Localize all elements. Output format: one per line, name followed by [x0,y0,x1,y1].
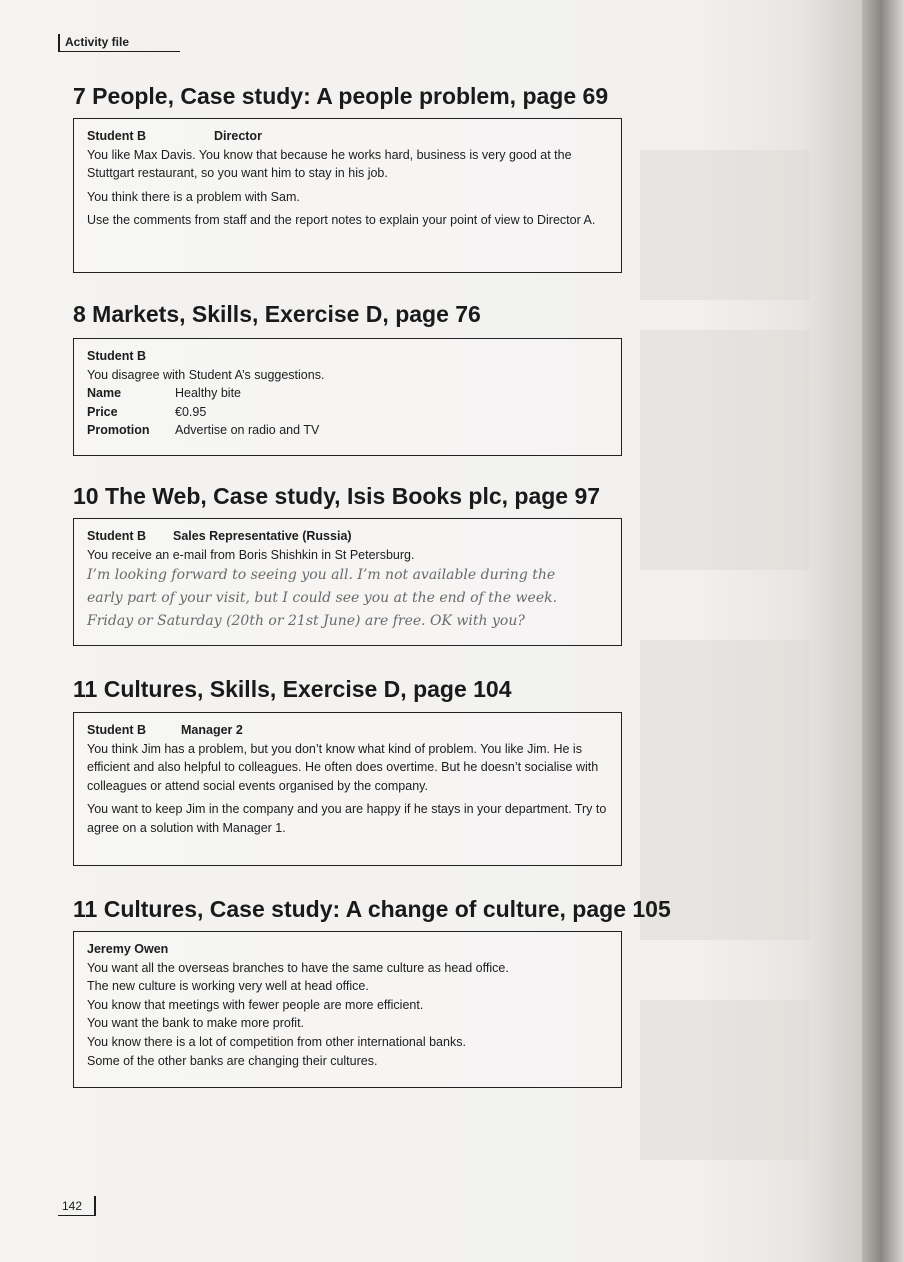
paragraph: Use the comments from staff and the report notes to explain your point of view to Director A. [87,213,596,228]
role-label: Director [214,129,262,143]
detail-value: €0.95 [175,404,207,419]
section-10-box [73,518,622,646]
section-7-box [73,118,622,273]
paragraph: You think there is a problem with Sam. [87,189,300,204]
detail-key: Promotion [87,423,150,438]
paragraph: You want to keep Jim in the company and you are happy if he stays in your department. Try to agree on a solution with Manager 1. [87,802,607,835]
student-label: Student B [87,529,147,543]
section-11-case-box [73,931,622,1088]
email-line: Friday or Saturday (20th or 21st June) are free. OK with you? [87,613,525,630]
statement: You want all the overseas branches to have the same culture as head office. [87,960,509,975]
email-line: early part of your visit, but I could see you at the end of the week. [87,590,558,607]
detail-key: Name [87,386,122,401]
role-label: Sales Representative (Russia) [173,529,352,543]
student-label: Student B [87,129,147,143]
detail-value: Healthy bite [175,386,242,401]
section-8-heading: 8 Markets, Skills, Exercise D, page 76 [73,301,481,327]
statement: You know there is a lot of competition from other international banks. [87,1034,466,1049]
detail-key: Price [87,404,118,419]
detail-value: Advertise on radio and TV [175,423,320,438]
statement: You know that meetings with fewer people are more efficient. [87,997,424,1012]
page-number: 142 [58,1196,96,1216]
section-11-skills-heading: 11 Cultures, Skills, Exercise D, page 104 [73,676,512,702]
section-11-case-heading: 11 Cultures, Case study: A change of culture, page 105 [73,896,671,922]
section-11-skills-box [73,712,622,866]
paragraph: You think Jim has a problem, but you don’t know what kind of problem. You like Jim. He is efficient and also helpful to colleagues. He often does overtime. But he doesn’t socialise with colleagues or attend social events organised by the company. [87,741,599,793]
statement: Some of the other banks are changing their cultures. [87,1053,378,1068]
character-label: Jeremy Owen [87,942,169,956]
intro-text: You receive an e-mail from Boris Shishkin in St Petersburg. [87,547,415,562]
product-details [87,384,609,440]
email-line: I’m looking forward to seeing you all. I’m not available during the [87,567,556,584]
student-label: Student B [87,723,147,737]
section-7-heading: 7 People, Case study: A people problem, page 69 [73,83,609,109]
student-label: Student B [87,349,147,363]
paragraph: You like Max Davis. You know that because he works hard, business is very good at the Stuttgart restaurant, so you want him to stay in his job. [87,147,572,181]
running-head: Activity file [58,34,180,52]
role-label: Manager 2 [181,723,243,737]
intro-text: You disagree with Student A’s suggestions. [87,367,325,382]
statement: The new culture is working very well at head office. [87,979,369,994]
book-gutter [862,0,904,1262]
statement: You want the bank to make more profit. [87,1016,305,1031]
section-8-box [73,338,622,456]
section-10-heading: 10 The Web, Case study, Isis Books plc, page 97 [73,483,601,509]
